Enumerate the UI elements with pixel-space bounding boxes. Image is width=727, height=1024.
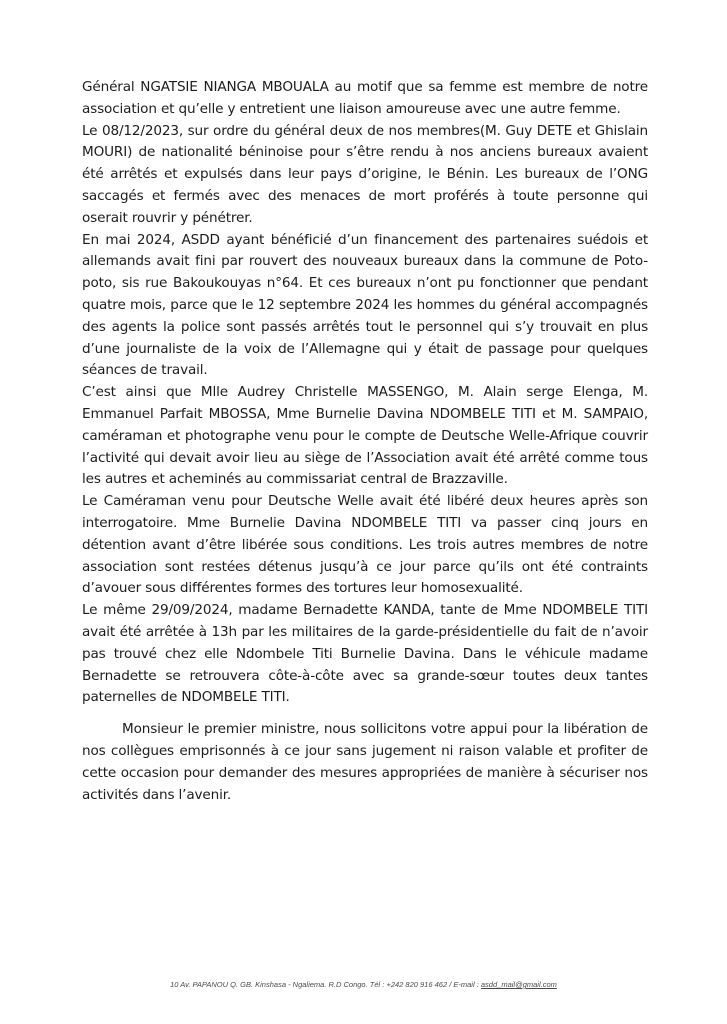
footer-email[interactable]: asdd_mail@gmail.com bbox=[480, 980, 557, 989]
paragraph-arrested-members: C’est ainsi que Mlle Audrey Christelle MASSENGO, M. Alain serge Elenga, M. Emmanuel Parfait MBOSSA, Mme Burnelie Davina NDOMBELE TITI et M. SAMPAIO, caméraman et photographe venu pour le compte de Deutsche Welle-Afrique couvrir l’activité qui devait avoir lieu au siège de l’Association avait été arrêté comme tous les autres et acheminés au commissariat central de Brazzaville. bbox=[82, 384, 648, 488]
paragraph-arrest-december: Le 08/12/2023, sur ordre du général deux de nos membres(M. Guy DETE et Ghislain MOURI) de nationalité béninoise pour s’être rendu à nos anciens bureaux avaient été arrêtés et expulsés dans leur pays d’origine, le Bénin. Les bureaux de l’ONG saccagés et fermés avec des menaces de mort proférés à toute personne qui oserait rouvrir y pénétrer. bbox=[82, 122, 648, 226]
paragraph-request-minister: Monsieur le premier ministre, nous sollicitons votre appui pour la libération de nos collègues emprisonnés à ce jour sans jugement ni raison valable et profiter de cette occasion pour demander des mesures appropriées de manière à sécuriser nos activités dans l’avenir. bbox=[82, 721, 648, 803]
letter-body bbox=[82, 77, 648, 806]
paragraph-release-detention: Le Caméraman venu pour Deutsche Welle avait été libéré deux heures après son interrogatoire. Mme Burnelie Davina NDOMBELE TITI va passer cinq jours en détention avant d’être libérée sous conditions. Les trois autres membres de notre association sont restées détenus jusqu’à ce jour parce qu’ils ont été contraints d’avouer sous différentes formes des tortures leur homosexualité. bbox=[82, 493, 648, 597]
paragraph-motif-general: Général NGATSIE NIANGA MBOUALA au motif que sa femme est membre de notre association et qu’elle y entretient une liaison amoureuse avec une autre femme. bbox=[82, 79, 648, 117]
footer-address: 10 Av. PAPANOU Q. GB. Kinshasa - Ngaliema. R.D Congo. Tél : +242 820 916 462 / E-mail : bbox=[170, 980, 479, 989]
paragraph-kanda-arrest: Le même 29/09/2024, madame Bernadette KANDA, tante de Mme NDOMBELE TITI avait été arrêtée à 13h par les militaires de la garde-présidentielle du fait de n’avoir pas trouvé chez elle Ndombele Titi Burnelie Davina. Dans le véhicule madame Bernadette se retrouvera côte-à-côte avec sa grande-sœur toutes deux tantes paternelles de NDOMBELE TITI. bbox=[82, 602, 648, 706]
paragraph-new-offices: En mai 2024, ASDD ayant bénéficié d’un financement des partenaires suédois et allemands avait fini par rouvert des nouveaux bureaux dans la commune de Poto-poto, sis rue Bakoukouyas n°64. Et ces bureaux n’ont pu fonctionner que pendant quatre mois, parce que le 12 septembre 2024 les hommes du général accompagnés des agents la police sont passés arrêtés tout le personnel qui s’y trouvait en plus d’une journaliste de la voix de l’Allemagne qui y était de passage pour quelques séances de travail. bbox=[82, 231, 648, 379]
page-footer bbox=[0, 980, 727, 989]
